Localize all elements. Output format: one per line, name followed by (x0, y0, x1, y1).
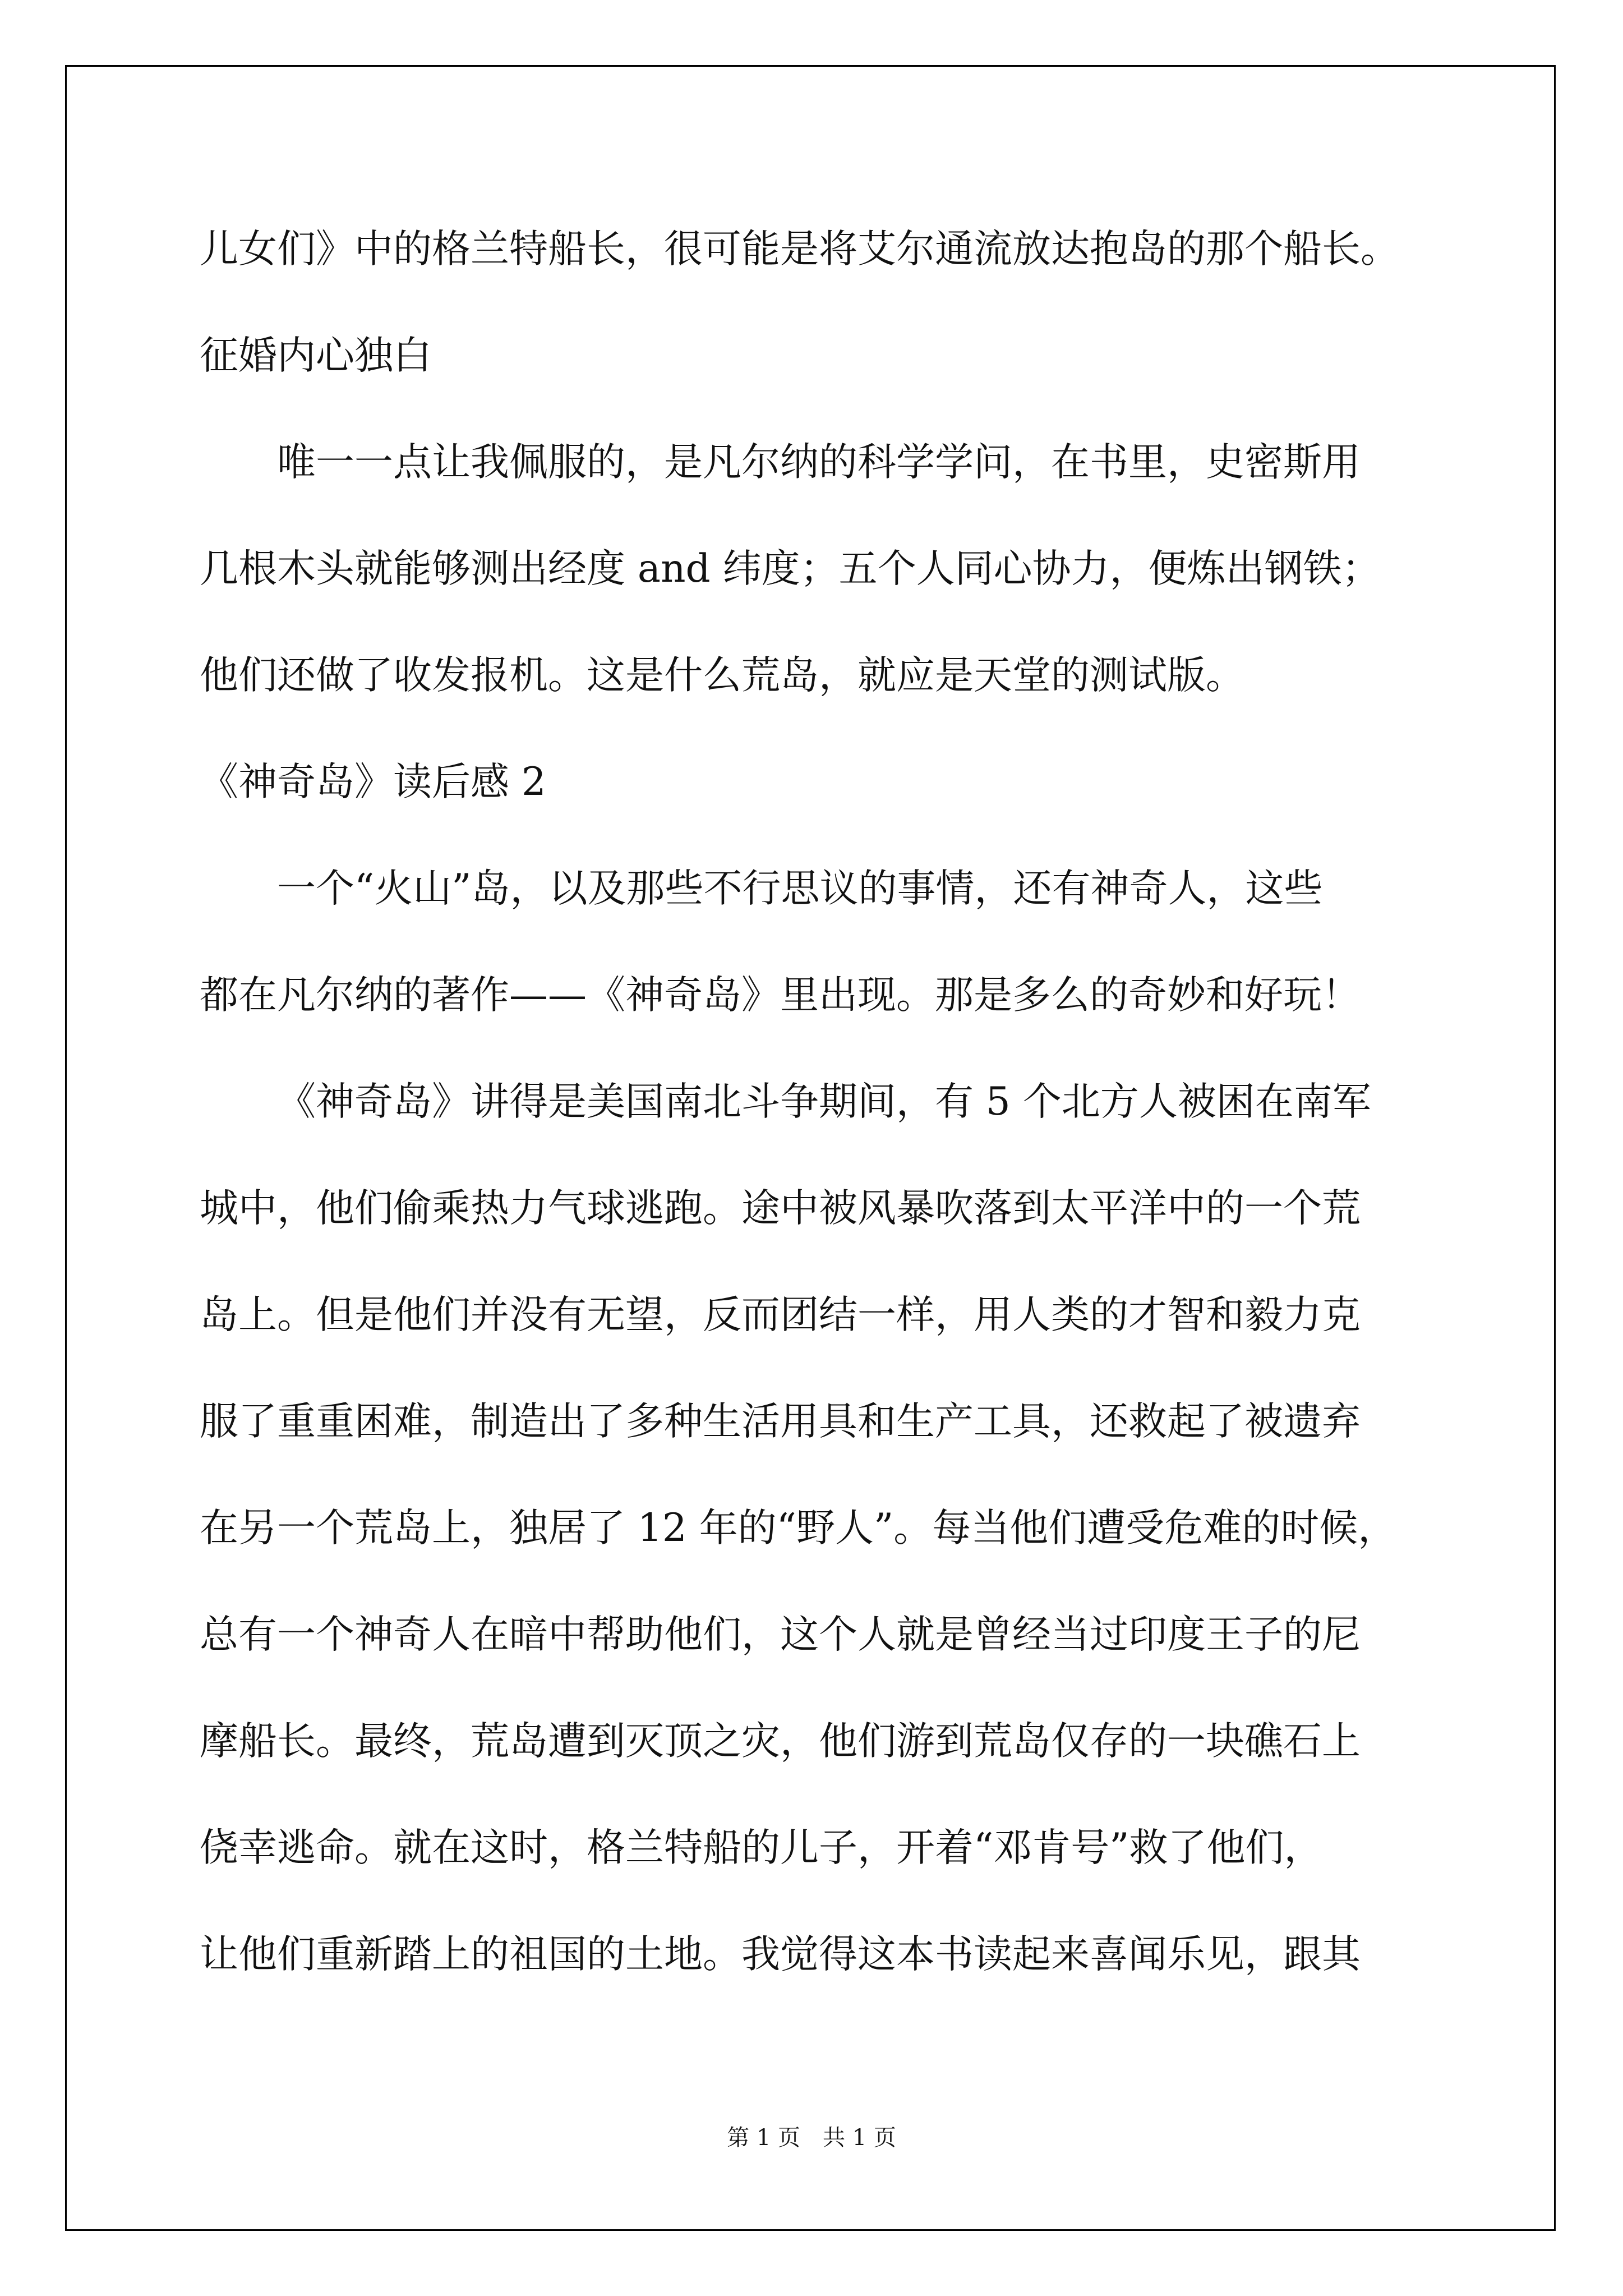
text-line: 儿女们》中的格兰特船长，很可能是将艾尔通流放达抱岛的那个船长。 (200, 227, 1399, 272)
text-line: 唯一一点让我佩服的，是凡尔纳的科学学问，在书里，史密斯用 (277, 440, 1361, 485)
text-line: 他们还做了收发报机。这是什么荒岛，就应是天堂的测试版。 (200, 653, 1244, 698)
text-line: 征婚内心独白 (200, 333, 432, 378)
text-line: 都在凡尔纳的著作——《神奇岛》里出现。那是多么的奇妙和好玩！ (200, 973, 1361, 1018)
text-line: 服了重重困难，制造出了多种生活用具和生产工具，还救起了被遗弃 (200, 1399, 1361, 1444)
page-number-footer: 第 1 页 共 1 页 (727, 2125, 896, 2151)
text-line: 一个“火山”岛，以及那些不行思议的事情，还有神奇人，这些 (277, 866, 1323, 911)
text-line: 摩船长。最终，荒岛遭到灭顶之灾，他们游到荒岛仅存的一块礁石上 (200, 1719, 1361, 1764)
text-line: 《神奇岛》讲得是美国南北斗争期间，有 5 个北方人被困在南军 (277, 1079, 1371, 1124)
section-heading: 《神奇岛》读后感 2 (200, 760, 546, 804)
text-line: 城中，他们偷乘热力气球逃跑。途中被风暴吹落到太平洋中的一个荒 (200, 1186, 1361, 1231)
text-line: 在另一个荒岛上，独居了 12 年的“野人”。每当他们遭受危难的时候， (200, 1506, 1397, 1550)
page-border (65, 65, 1556, 2231)
text-line: 岛上。但是他们并没有无望，反而团结一样，用人类的才智和毅力克 (200, 1292, 1361, 1337)
text-line: 让他们重新踏上的祖国的土地。我觉得这本书读起来喜闻乐见，跟其 (200, 1932, 1361, 1977)
text-line: 侥幸逃命。就在这时，格兰特船的儿子，开着“邓肯号”救了他们， (200, 1825, 1323, 1870)
text-line: 总有一个神奇人在暗中帮助他们，这个人就是曾经当过印度王子的尼 (200, 1612, 1361, 1657)
text-line: 几根木头就能够测出经度 and 纬度；五个人同心协力，便炼出钢铁； (200, 546, 1381, 591)
